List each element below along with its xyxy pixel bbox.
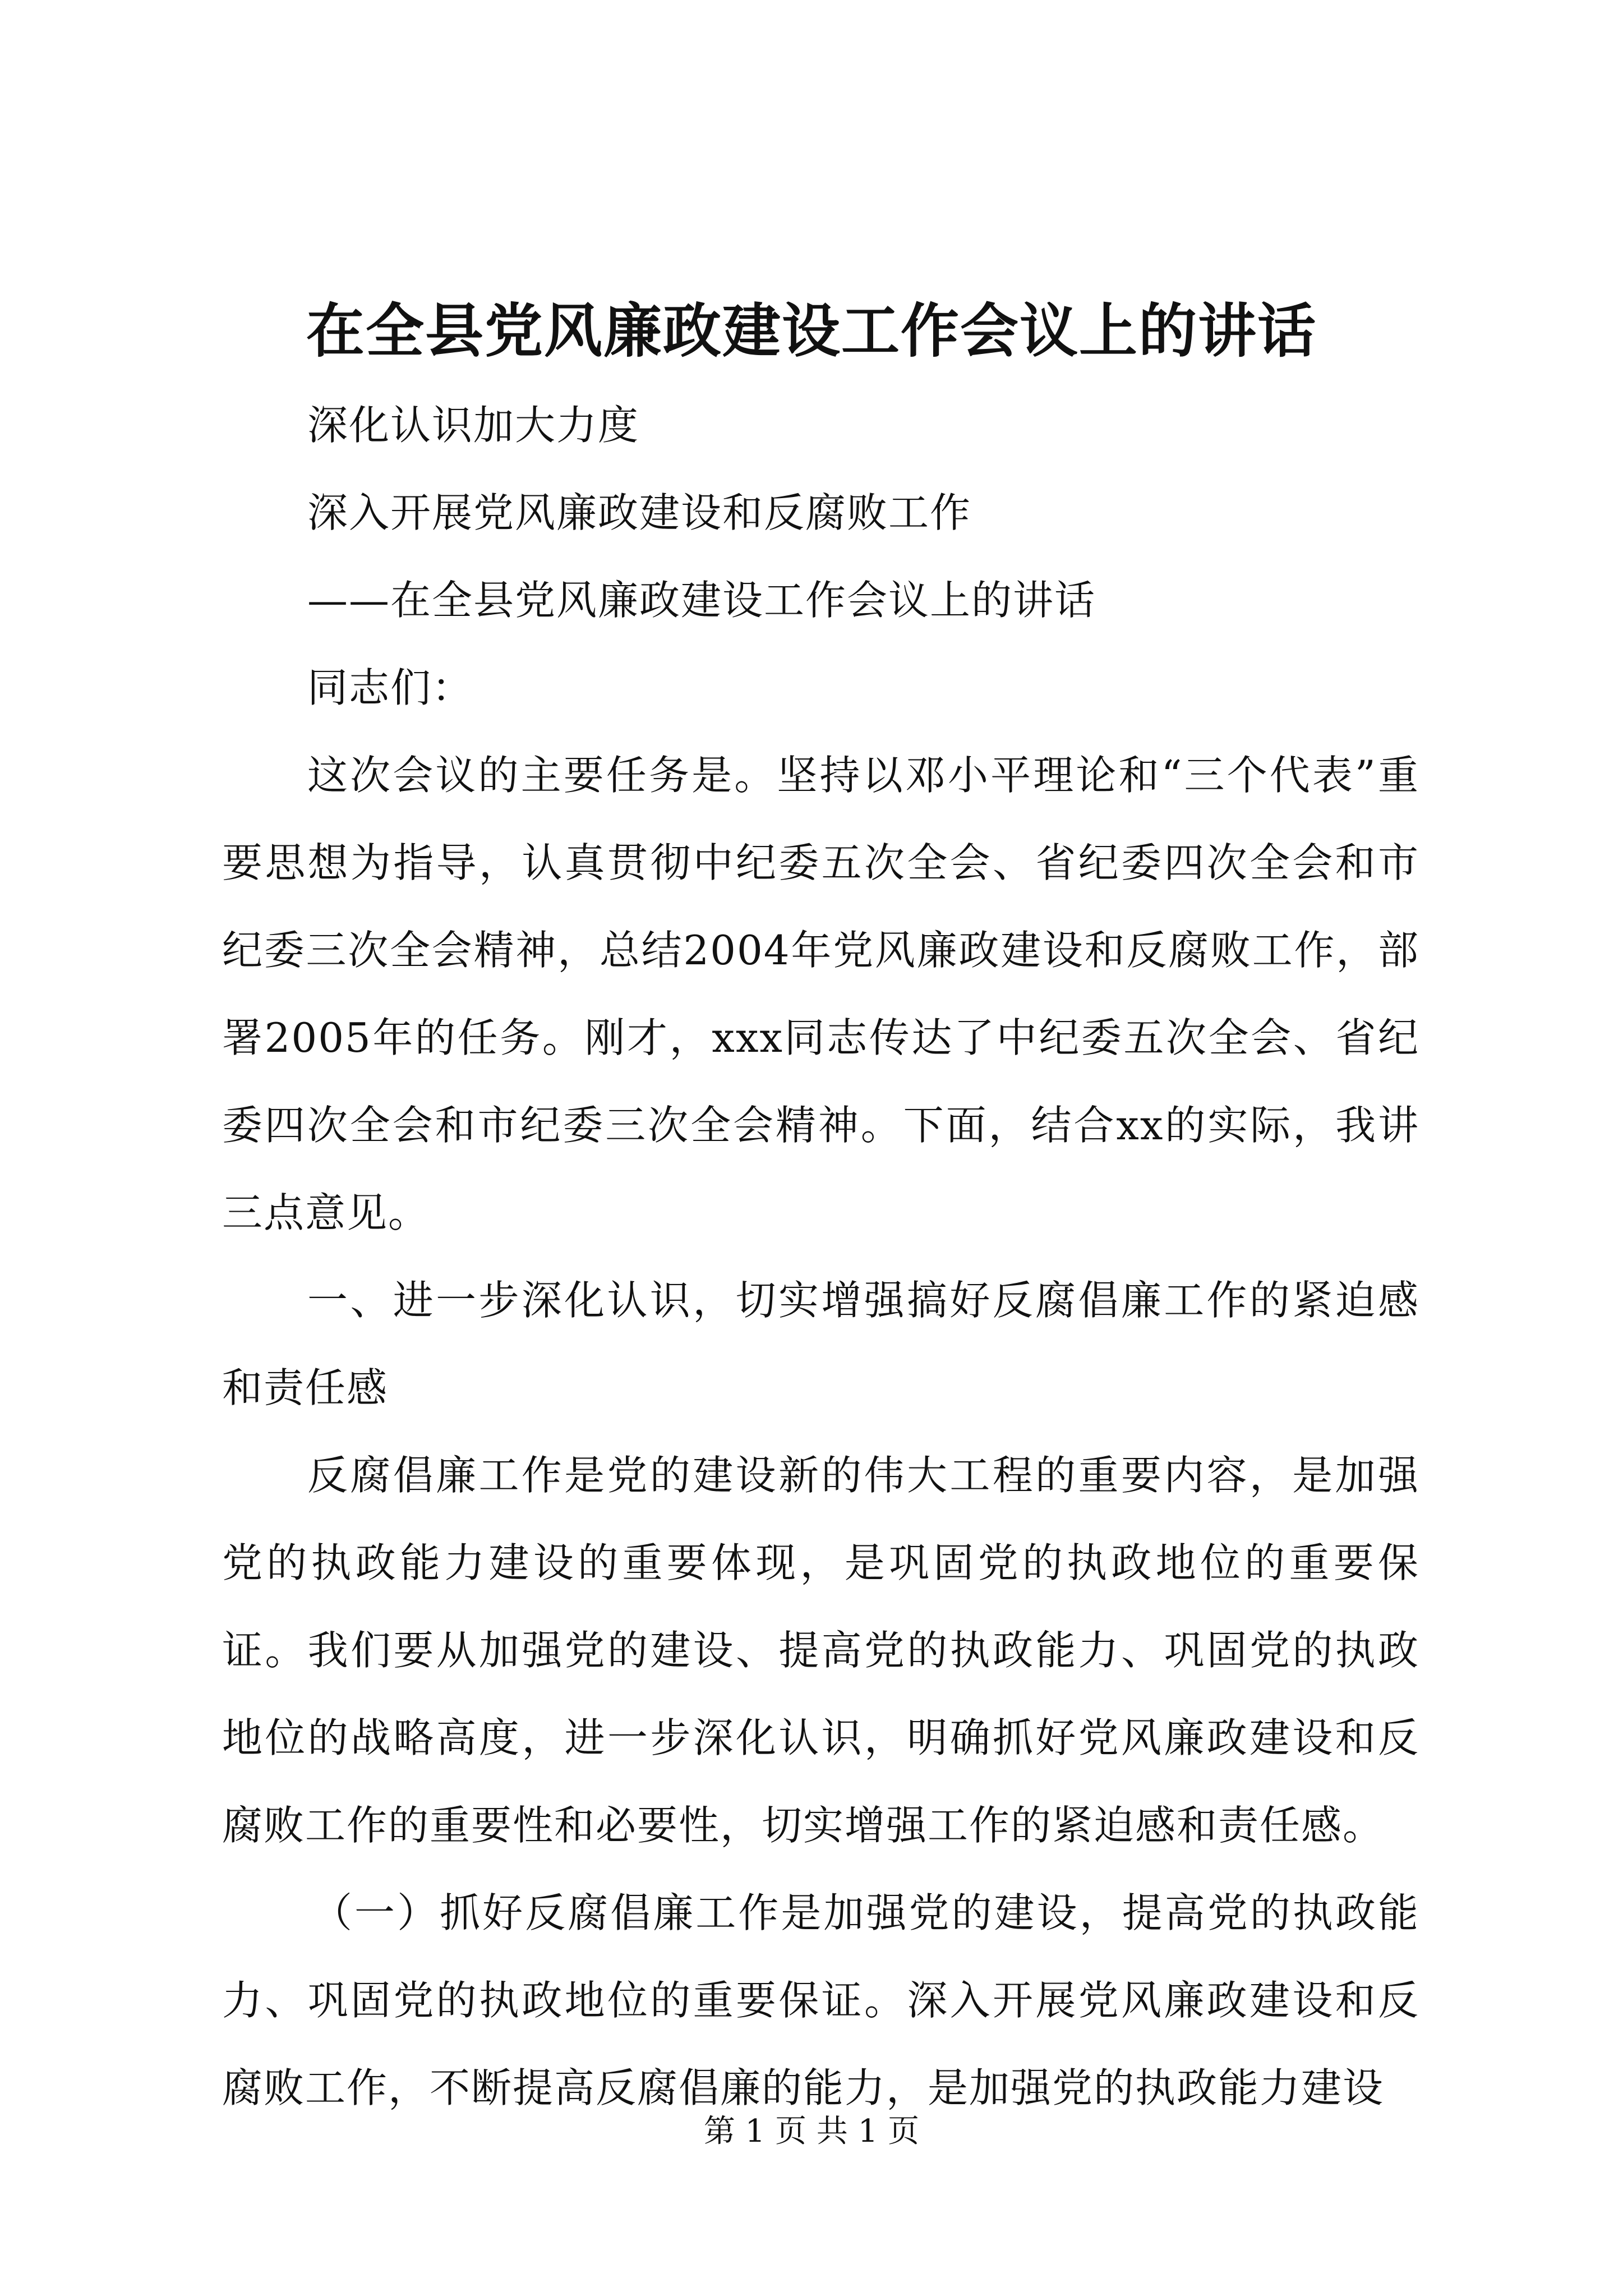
document-body <box>222 381 1419 2132</box>
page-footer: 第 1 页 共 1 页 <box>703 2113 920 2150</box>
salutation: 同志们： <box>307 664 474 711</box>
paragraph: 这次会议的主要任务是。坚持以邓小平理论和“三个代表”重要思想为指导，认真贯彻中纪委五次全会、省纪委四次全会和市纪委三次全会精神，总结2004年党风廉政建设和反腐败工作，部署2005年的任务。刚才，xxx同志传达了中纪委五次全会、省纪委四次全会和市纪委三次全会精神。下面，结合xx的实际，我讲三点意见。 <box>222 752 1419 1236</box>
paragraph: 反腐倡廉工作是党的建设新的伟大工程的重要内容，是加强党的执政能力建设的重要体现，是巩固党的执政地位的重要保证。我们要从加强党的建设、提高党的执政能力、巩固党的执政地位的战略高度，进一步深化认识，明确抓好党风廉政建设和反腐败工作的重要性和必要性，切实增强工作的紧迫感和责任感。 <box>222 1452 1419 1849</box>
subtitle-3: ——在全县党风廉政建设工作会议上的讲话 <box>307 577 1096 624</box>
subtitle-2: 深入开展党风廉政建设和反腐败工作 <box>307 489 972 536</box>
paragraph: （一）抓好反腐倡廉工作是加强党的建设，提高党的执政能力、巩固党的执政地位的重要保证。深入开展党风廉政建设和反腐败工作，不断提高反腐倡廉的能力，是加强党的执政能力建设 <box>222 1889 1419 2111</box>
document-title: 在全县党风廉政建设工作会议上的讲话 <box>306 296 1317 365</box>
section-heading: 一、进一步深化认识，切实增强搞好反腐倡廉工作的紧迫感和责任感 <box>222 1277 1419 1411</box>
subtitle-1: 深化认识加大力度 <box>307 402 640 449</box>
